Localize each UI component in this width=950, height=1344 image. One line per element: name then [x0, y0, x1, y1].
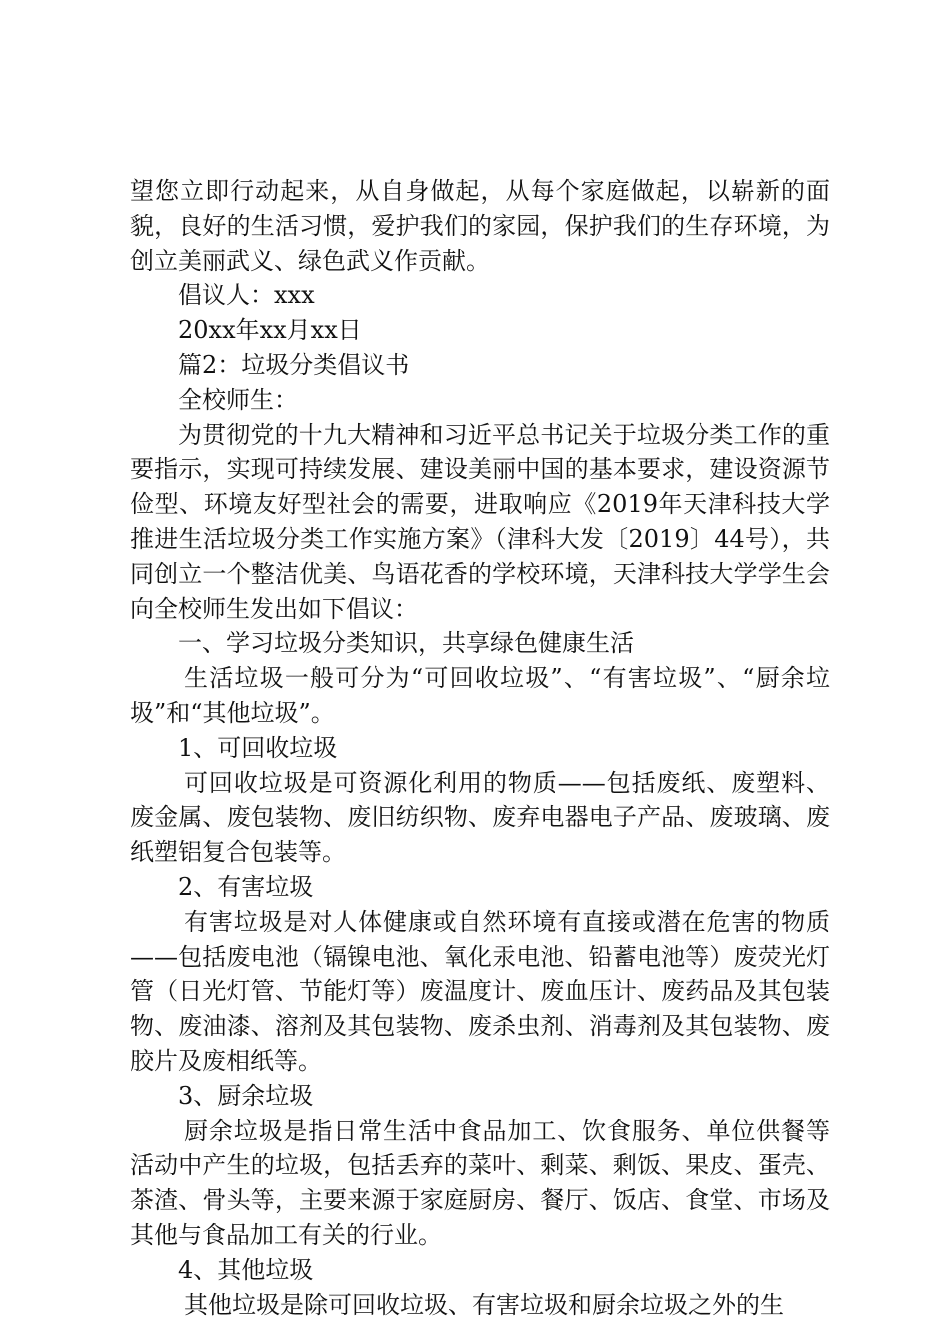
paragraph-categories: 生活垃圾一般可分为“可回收垃圾”、“有害垃圾”、“厨余垃圾”和“其他垃圾”。 [130, 664, 830, 727]
document-body [130, 174, 830, 1322]
paragraph-date: 20xx年xx月xx日 [178, 316, 362, 345]
heading-recyclable: 1、可回收垃圾 [178, 733, 338, 762]
paragraph-recyclable: 可回收垃圾是可资源化利用的物质——包括废纸、废塑料、废金属、废包装物、废旧纺织物、废弃电器电子产品、废玻璃、废纸塑铝复合包装等。 [130, 768, 830, 867]
paragraph-intro: 为贯彻党的十九大精神和习近平总书记关于垃圾分类工作的重要指示，实现可持续发展、建设美丽中国的基本要求，建设资源节俭型、环境友好型社会的需要，进取响应《2019年天津科技大学推进生活垃圾分类工作实施方案》（津科大发〔2019〕44号），共同创立一个整洁优美、鸟语花香的学校环境，天津科技大学学生会向全校师生发出如下倡议： [130, 420, 830, 623]
paragraph-salutation: 全校师生： [178, 385, 298, 414]
section-title: 篇2：垃圾分类倡议书 [178, 350, 410, 379]
paragraph-other: 其他垃圾是除可回收垃圾、有害垃圾和厨余垃圾之外的生 [184, 1290, 784, 1319]
heading-kitchen: 3、厨余垃圾 [178, 1081, 314, 1110]
paragraph-kitchen: 厨余垃圾是指日常生活中食品加工、饮食服务、单位供餐等活动中产生的垃圾，包括丢弃的菜叶、剩菜、剩饭、果皮、蛋壳、茶渣、骨头等，主要来源于家庭厨房、餐厅、饭店、食堂、市场及其他与食品加工有关的行业。 [130, 1116, 830, 1249]
paragraph-hazardous: 有害垃圾是对人体健康或自然环境有直接或潜在危害的物质——包括废电池（镉镍电池、氧化汞电池、铅蓄电池等）废荧光灯管（日光灯管、节能灯等）废温度计、废血压计、废药品及其包装物、废油漆、溶剂及其包装物、废杀虫剂、消毒剂及其包装物、废胶片及废相纸等。 [130, 907, 830, 1075]
paragraph-proposer: 倡议人：xxx [178, 281, 315, 310]
paragraph-closing-appeal: 望您立即行动起来，从自身做起，从每个家庭做起，以崭新的面貌，良好的生活习惯，爱护我们的家园，保护我们的生存环境，为创立美丽武义、绿色武义作贡献。 [130, 177, 830, 275]
heading-hazardous: 2、有害垃圾 [178, 872, 314, 901]
heading-learn-sorting: 一、学习垃圾分类知识，共享绿色健康生活 [178, 629, 634, 658]
heading-other: 4、其他垃圾 [178, 1255, 314, 1284]
